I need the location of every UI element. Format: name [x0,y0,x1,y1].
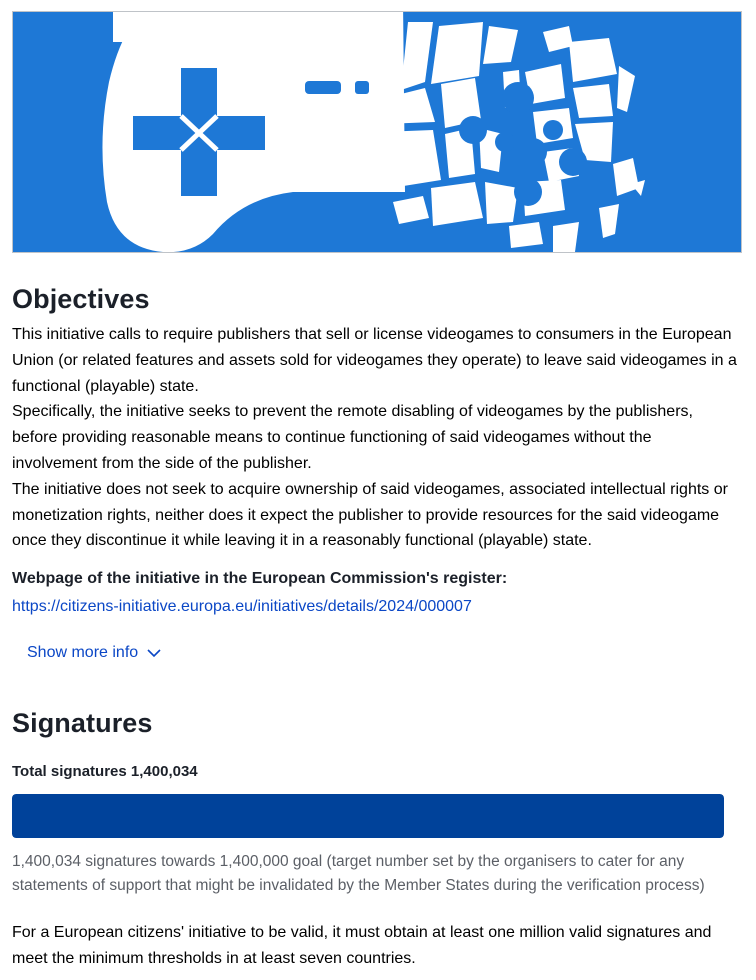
objectives-paragraph: This initiative calls to require publishers that sell or license videogames to consumers in the European Union (or related features and assets sold for videogames they operate) to leave said videogames in a functional (playable) state. [12,326,737,395]
show-more-info-button[interactable] [27,644,161,662]
objectives-description [12,322,740,554]
total-signatures-label: Total signatures 1,400,034 [12,763,198,780]
signatures-progress-bar [12,794,724,838]
signatures-progress-fill [12,794,724,838]
objectives-heading: Objectives [12,284,150,314]
controller-button-icon [305,81,341,94]
register-label: Webpage of the initiative in the European Commission's register: [12,570,508,587]
validity-note: For a European citizens' initiative to be valid, it must obtain at least one million valid signatures and meet the minimum thresholds in at least seven countries. [12,924,712,967]
controller-illustration [13,12,741,252]
goal-note: 1,400,034 signatures towards 1,400,000 goal (target number set by the organisers to cater for any statements of support that might be invalidated by the Member States during the verification process) [12,853,705,894]
signatures-heading: Signatures [12,708,153,738]
objectives-paragraph: Specifically, the initiative seeks to prevent the remote disabling of videogames by the publishers, before providing reasonable means to continue functioning of said videogames without the involvement from the side of the publisher. [12,403,693,472]
hero-banner [12,11,742,253]
register-link[interactable]: https://citizens-initiative.europa.eu/initiatives/details/2024/000007 [12,598,472,615]
show-more-label: Show more info [27,644,139,661]
objectives-paragraph: The initiative does not seek to acquire ownership of said videogames, associated intellectual rights or monetization rights, neither does it expect the publisher to provide resources for the said videogame once they discontinue it while leaving it in a reasonably functional (playable) state. [12,480,728,550]
chevron-down-icon [147,649,161,658]
